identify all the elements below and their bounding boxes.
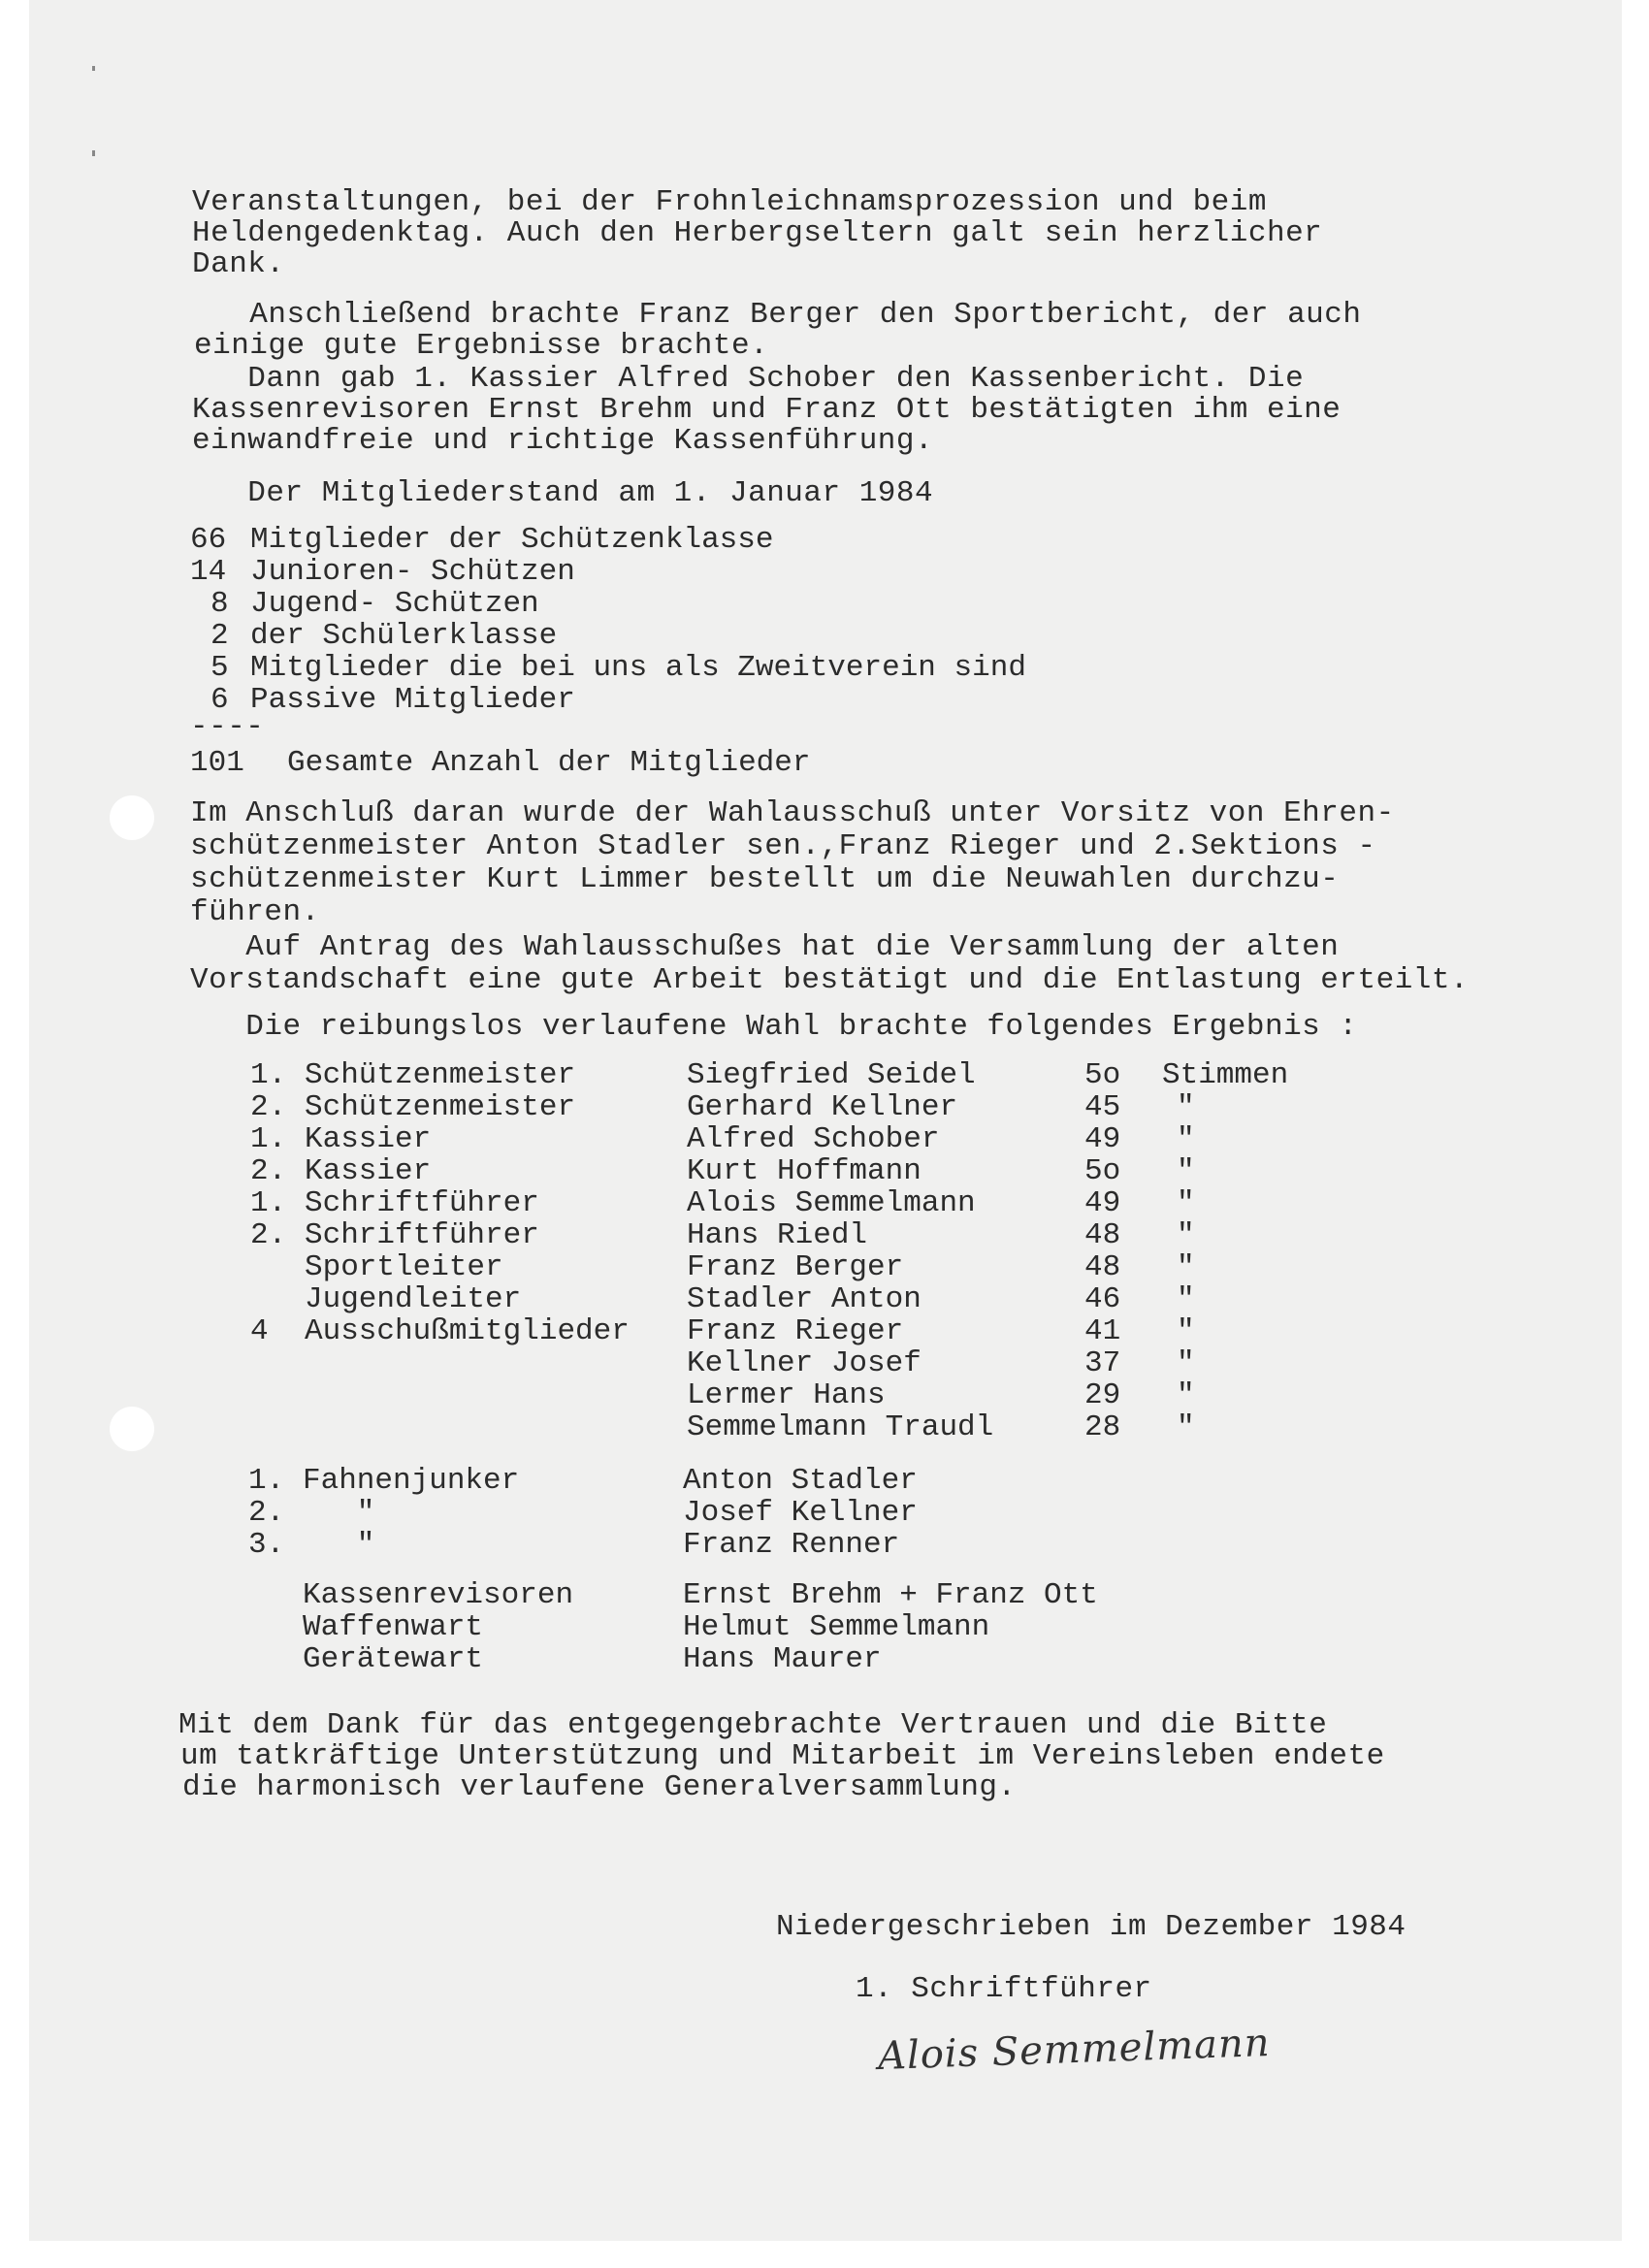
officer-name: Hans Maurer — [683, 1642, 882, 1676]
wahl-line: Auf Antrag des Wahlausschußes hat die Versammlung der alten — [190, 930, 1340, 964]
result-unit: " — [1177, 1410, 1195, 1444]
result-unit: " — [1177, 1346, 1195, 1380]
officer-name: Helmut Semmelmann — [683, 1610, 990, 1644]
result-name: Hans Riedl — [687, 1218, 868, 1252]
result-unit: " — [1177, 1122, 1195, 1156]
member-count: 5 — [210, 651, 229, 685]
result-role: Schützenmeister — [305, 1058, 576, 1092]
result-votes: 48 — [1084, 1218, 1121, 1252]
result-votes: 49 — [1084, 1122, 1121, 1156]
result-role: Schützenmeister — [305, 1090, 576, 1124]
separator: ---- — [190, 710, 265, 744]
result-name: Alfred Schober — [687, 1122, 940, 1156]
result-name: Stadler Anton — [687, 1282, 922, 1316]
kasse-line: Kassenrevisoren Ernst Brehm und Franz Ott bestätigten ihm eine — [192, 393, 1342, 427]
member-count: 2 — [210, 619, 229, 653]
intro-line: Dank. — [192, 247, 285, 281]
wahl-line: Vorstandschaft eine gute Arbeit bestätigt und die Entlastung erteilt. — [190, 963, 1470, 997]
intro-line: Heldengedenktag. Auch den Herbergseltern galt sein herzlicher — [192, 216, 1323, 250]
member-label: Jugend- Schützen — [250, 587, 539, 621]
closing-line: Mit dem Dank für das entgegengebrachte Vertrauen und die Bitte — [178, 1708, 1328, 1742]
result-number: 2. — [250, 1154, 287, 1188]
fahnen-name: Anton Stadler — [683, 1464, 918, 1498]
member-count: 14 — [190, 555, 227, 589]
result-votes: 5o — [1084, 1154, 1121, 1188]
fahnen-role: Fahnenjunker — [303, 1464, 520, 1498]
member-count: 66 — [190, 523, 227, 557]
result-votes: 41 — [1084, 1314, 1121, 1348]
result-role: Kassier — [305, 1122, 432, 1156]
result-votes: 28 — [1084, 1410, 1121, 1444]
result-number: 2. — [250, 1218, 287, 1252]
wahl-line: Die reibungslos verlaufene Wahl brachte folgendes Ergebnis : — [190, 1010, 1358, 1044]
result-votes: 45 — [1084, 1090, 1121, 1124]
result-name: Franz Rieger — [687, 1314, 904, 1348]
result-unit: " — [1177, 1378, 1195, 1412]
fahnen-name: Josef Kellner — [683, 1496, 918, 1530]
result-unit: " — [1177, 1314, 1195, 1348]
result-name: Siegfried Seidel — [687, 1058, 976, 1092]
result-number: 1. — [250, 1058, 287, 1092]
member-label: der Schülerklasse — [250, 619, 558, 653]
result-votes: 5o — [1084, 1058, 1121, 1092]
result-role: Sportleiter — [305, 1250, 503, 1284]
result-role: Ausschußmitglieder — [305, 1314, 630, 1348]
signature: Alois Semmelmann — [877, 2020, 1272, 2080]
fahnen-number: 2. — [248, 1496, 285, 1530]
result-votes: 46 — [1084, 1282, 1121, 1316]
result-votes: 49 — [1084, 1186, 1121, 1220]
written-date: Niedergeschrieben im Dezember 1984 — [776, 1910, 1406, 1944]
sport-line: einige gute Ergebnisse brachte. — [194, 329, 769, 363]
intro-line: Veranstaltungen, bei der Frohnleichnamsprozession und beim — [192, 185, 1267, 219]
result-name: Alois Semmelmann — [687, 1186, 976, 1220]
result-unit: " — [1177, 1090, 1195, 1124]
total-count: 101 — [190, 746, 244, 780]
officer-role: Gerätewart — [303, 1642, 484, 1676]
result-unit: " — [1177, 1154, 1195, 1188]
result-votes: 37 — [1084, 1346, 1121, 1380]
members-heading: Der Mitgliederstand am 1. Januar 1984 — [192, 476, 934, 510]
punch-hole — [110, 1407, 154, 1451]
result-votes: 29 — [1084, 1378, 1121, 1412]
fahnen-role: " — [303, 1528, 375, 1562]
result-number: 1. — [250, 1186, 287, 1220]
result-role: Kassier — [305, 1154, 432, 1188]
fahnen-number: 3. — [248, 1528, 285, 1562]
member-label: Mitglieder der Schützenklasse — [250, 523, 774, 557]
result-unit: Stimmen — [1162, 1058, 1289, 1092]
member-label: Mitglieder die bei uns als Zweitverein sind — [250, 651, 1026, 685]
result-unit: " — [1177, 1186, 1195, 1220]
member-label: Passive Mitglieder — [250, 683, 575, 717]
officer-name: Ernst Brehm + Franz Ott — [683, 1578, 1098, 1612]
scan-speck — [92, 150, 95, 156]
closing-line: die harmonisch verlaufene Generalversammlung. — [182, 1770, 1017, 1804]
member-label: Junioren- Schützen — [250, 555, 575, 589]
closing-line: um tatkräftige Unterstützung und Mitarbeit im Vereinsleben endete — [180, 1739, 1385, 1773]
result-number: 2. — [250, 1090, 287, 1124]
result-name: Semmelmann Traudl — [687, 1410, 994, 1444]
result-role: Schriftführer — [305, 1218, 539, 1252]
officer-role: Kassenrevisoren — [303, 1578, 574, 1612]
result-name: Kurt Hoffmann — [687, 1154, 922, 1188]
wahl-line: schützenmeister Anton Stadler sen.,Franz Rieger und 2.Sektions - — [190, 829, 1376, 863]
wahl-line: führen. — [190, 895, 320, 929]
result-unit: " — [1177, 1218, 1195, 1252]
result-unit: " — [1177, 1250, 1195, 1284]
fahnen-name: Franz Renner — [683, 1528, 900, 1562]
result-role: Jugendleiter — [305, 1282, 522, 1316]
result-name: Franz Berger — [687, 1250, 904, 1284]
kasse-line: einwandfreie und richtige Kassenführung. — [192, 424, 934, 458]
wahl-line: Im Anschluß daran wurde der Wahlausschuß unter Vorsitz von Ehren- — [190, 796, 1395, 830]
total-label: Gesamte Anzahl der Mitglieder — [287, 746, 811, 780]
result-number: 4 — [250, 1314, 269, 1348]
result-name: Lermer Hans — [687, 1378, 886, 1412]
fahnen-number: 1. — [248, 1464, 285, 1498]
result-role: Schriftführer — [305, 1186, 539, 1220]
member-count: 6 — [210, 683, 229, 717]
officer-role: Waffenwart — [303, 1610, 484, 1644]
sport-line: Anschließend brachte Franz Berger den Sportbericht, der auch — [194, 298, 1362, 332]
result-votes: 48 — [1084, 1250, 1121, 1284]
punch-hole — [110, 795, 154, 840]
fahnen-role: " — [303, 1496, 375, 1530]
result-number: 1. — [250, 1122, 287, 1156]
wahl-line: schützenmeister Kurt Limmer bestellt um die Neuwahlen durchzu- — [190, 862, 1340, 896]
member-count: 8 — [210, 587, 229, 621]
result-name: Gerhard Kellner — [687, 1090, 958, 1124]
scan-speck — [92, 66, 95, 71]
kasse-line: Dann gab 1. Kassier Alfred Schober den Kassenbericht. Die — [192, 362, 1305, 396]
result-unit: " — [1177, 1282, 1195, 1316]
signer-role: 1. Schriftführer — [856, 1972, 1152, 2006]
result-name: Kellner Josef — [687, 1346, 922, 1380]
